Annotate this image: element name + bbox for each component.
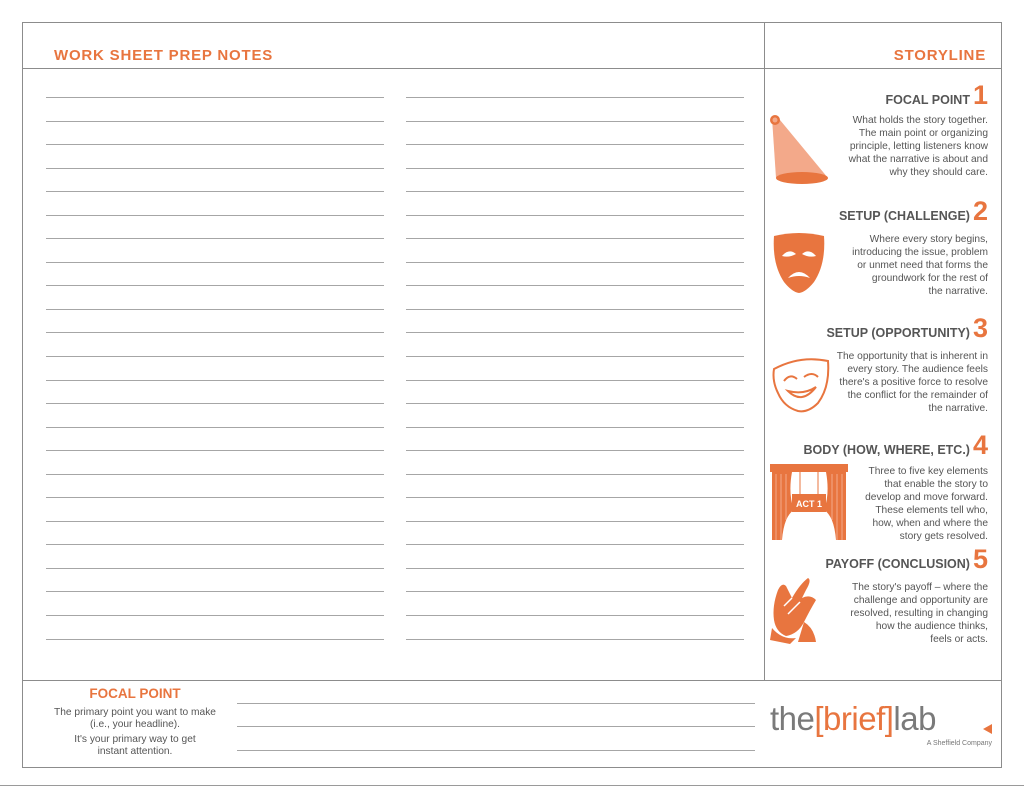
note-line[interactable] xyxy=(406,122,744,146)
storyline-item-label: SETUP (CHALLENGE) xyxy=(838,209,970,223)
storyline-item-setup-challenge xyxy=(770,196,988,297)
worksheet-title: WORK SHEET PREP NOTES xyxy=(54,47,274,64)
note-line[interactable] xyxy=(406,404,744,428)
stage-curtain-icon xyxy=(770,464,848,545)
clapping-hands-icon xyxy=(770,576,820,649)
note-line[interactable] xyxy=(406,169,744,193)
storyline-item-description: Where every story begins, introducing the issue, problem or unmet need that forms the groundwork for the rest of the narrative. xyxy=(852,234,988,297)
notes-column-left[interactable] xyxy=(46,96,384,640)
storyline-item-body xyxy=(770,430,988,542)
note-line[interactable] xyxy=(406,498,744,522)
note-line[interactable] xyxy=(406,451,744,475)
note-line[interactable] xyxy=(406,475,744,499)
storyline-item-label: PAYOFF (CONCLUSION) xyxy=(825,557,970,571)
note-line[interactable] xyxy=(406,333,744,357)
footer-divider xyxy=(22,680,1002,681)
storyline-item-payoff xyxy=(770,544,988,645)
notes-column-right[interactable] xyxy=(406,96,744,640)
note-line[interactable] xyxy=(406,569,744,593)
logo-subtitle: A Sheffield Company xyxy=(926,740,992,747)
header-divider xyxy=(22,68,1002,69)
note-line[interactable] xyxy=(46,98,384,122)
note-line[interactable] xyxy=(406,239,744,263)
note-line[interactable] xyxy=(46,333,384,357)
storyline-item-description: The story's payoff – where the challenge and opportunity are resolved, resulting in changing how the audience thinks, feels or acts. xyxy=(850,582,988,645)
storyline-item-description: The opportunity that is inherent in every story. The audience feels there's a positive force to resolve the conflict for the remainder of the narrative. xyxy=(836,351,988,414)
note-line[interactable] xyxy=(46,475,384,499)
note-line[interactable] xyxy=(46,192,384,216)
note-line[interactable] xyxy=(406,545,744,569)
focal-point-answer-line[interactable] xyxy=(237,750,755,751)
note-line[interactable] xyxy=(46,451,384,475)
note-line[interactable] xyxy=(46,616,384,640)
column-divider xyxy=(764,22,765,680)
note-line[interactable] xyxy=(406,216,744,240)
note-line[interactable] xyxy=(406,428,744,452)
focal-point-answer-line[interactable] xyxy=(237,703,755,704)
storyline-item-setup-opportunity xyxy=(770,313,988,414)
note-line[interactable] xyxy=(46,498,384,522)
note-line[interactable] xyxy=(46,381,384,405)
note-line[interactable] xyxy=(46,216,384,240)
page-bottom-rule xyxy=(0,785,1024,786)
note-line[interactable] xyxy=(46,545,384,569)
storyline-item-number: 4 xyxy=(972,430,988,460)
storyline-item-label: FOCAL POINT xyxy=(885,93,970,107)
note-line[interactable] xyxy=(406,310,744,334)
focal-point-box-note: It's your primary way to get instant attention. xyxy=(74,734,196,757)
storyline-item-number: 5 xyxy=(972,544,988,574)
storyline-item-number: 2 xyxy=(972,196,988,226)
note-line[interactable] xyxy=(46,428,384,452)
note-line[interactable] xyxy=(406,145,744,169)
storyline-item-label: BODY (HOW, WHERE, ETC.) xyxy=(803,443,970,457)
focal-point-answer-line[interactable] xyxy=(237,726,755,727)
act-sign-label: ACT 1 xyxy=(795,499,823,509)
note-line[interactable] xyxy=(46,169,384,193)
note-line[interactable] xyxy=(46,357,384,381)
storyline-item-label: SETUP (OPPORTUNITY) xyxy=(826,326,970,340)
storyline-item-number: 3 xyxy=(972,313,988,343)
note-line[interactable] xyxy=(406,286,744,310)
note-line[interactable] xyxy=(406,616,744,640)
note-line[interactable] xyxy=(406,357,744,381)
note-line[interactable] xyxy=(46,286,384,310)
note-line[interactable] xyxy=(406,192,744,216)
note-line[interactable] xyxy=(46,310,384,334)
note-line[interactable] xyxy=(46,592,384,616)
note-line[interactable] xyxy=(46,239,384,263)
note-line[interactable] xyxy=(406,592,744,616)
note-line[interactable] xyxy=(46,263,384,287)
focal-point-box-title: FOCAL POINT xyxy=(89,686,181,701)
storyline-item-description: Three to five key elements that enable the story to develop and move forward. These elements tell who, how, when and where the story gets resolved. xyxy=(865,466,988,542)
note-line[interactable] xyxy=(406,263,744,287)
note-line[interactable] xyxy=(46,145,384,169)
focal-point-box-description: The primary point you want to make (i.e., your headline). xyxy=(54,707,216,730)
note-line[interactable] xyxy=(406,522,744,546)
storyline-title: STORYLINE xyxy=(893,47,986,64)
note-line[interactable] xyxy=(46,569,384,593)
spotlight-icon xyxy=(770,112,834,193)
note-line[interactable] xyxy=(46,122,384,146)
note-line[interactable] xyxy=(406,381,744,405)
storyline-item-description: What holds the story together. The main point or organizing principle, letting listeners know what the narrative is about and why they should care. xyxy=(848,115,988,178)
tragedy-mask-icon xyxy=(770,230,828,301)
note-line[interactable] xyxy=(406,98,744,122)
note-line[interactable] xyxy=(46,522,384,546)
note-line[interactable] xyxy=(46,404,384,428)
storyline-item-focal-point xyxy=(770,80,988,178)
logo-triangle-icon xyxy=(983,724,992,734)
brief-lab-logo: the[brief]lab xyxy=(770,700,936,737)
storyline-item-number: 1 xyxy=(972,80,988,110)
